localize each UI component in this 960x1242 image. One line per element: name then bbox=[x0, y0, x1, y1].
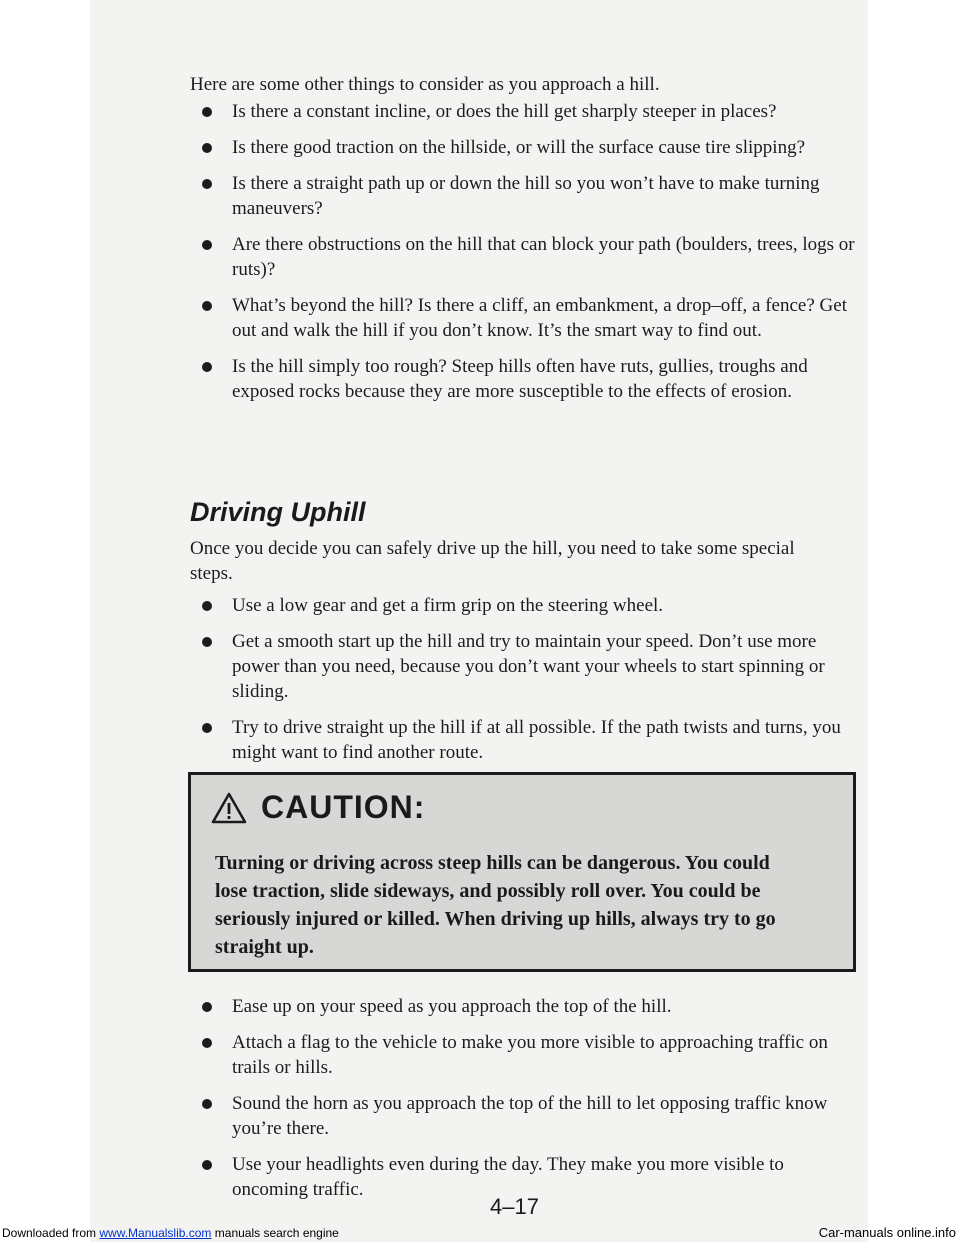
list-item: Use your headlights even during the day. They make you more visible to oncoming traffic. bbox=[190, 1152, 860, 1202]
list-item: Try to drive straight up the hill if at all possible. If the path twists and turns, you might want to find another route. bbox=[190, 715, 860, 765]
caution-title-text: CAUTION: bbox=[261, 789, 426, 825]
bullet-icon bbox=[202, 107, 212, 117]
bullet-icon bbox=[202, 723, 212, 733]
footer-prefix: Downloaded from bbox=[2, 1226, 100, 1240]
hill-considerations-list bbox=[190, 99, 860, 404]
warning-triangle-icon bbox=[211, 792, 247, 824]
footer-suffix: manuals search engine bbox=[211, 1226, 339, 1240]
list-item: Is there a constant incline, or does the hill get sharply steeper in places? bbox=[190, 99, 860, 124]
list-item: Is the hill simply too rough? Steep hills often have ruts, gullies, troughs and exposed rocks because they are more susceptible to the effects of erosion. bbox=[190, 354, 860, 404]
bullet-icon bbox=[202, 240, 212, 250]
list-item: Get a smooth start up the hill and try to maintain your speed. Don’t use more power than you need, because you don’t want your wheels to start spinning or sliding. bbox=[190, 629, 860, 704]
download-footer bbox=[2, 1226, 339, 1240]
page-number: 4–17 bbox=[490, 1194, 539, 1219]
caution-title bbox=[211, 789, 425, 826]
list-item: Attach a flag to the vehicle to make you more visible to approaching traffic on trails or hills. bbox=[190, 1030, 860, 1080]
list-item: Use a low gear and get a firm grip on the steering wheel. bbox=[190, 593, 860, 618]
bullet-icon bbox=[202, 362, 212, 372]
caution-body: Turning or driving across steep hills can be dangerous. You could lose traction, slide sideways, and possibly roll over. You could be seriously injured or killed. When driving up hills, always try to go straight up. bbox=[215, 852, 776, 958]
bullet-icon bbox=[202, 179, 212, 189]
section-heading: Driving Uphill bbox=[190, 497, 366, 527]
list-item: Is there good traction on the hillside, or will the surface cause tire slipping? bbox=[190, 135, 860, 160]
list-item: Ease up on your speed as you approach the top of the hill. bbox=[190, 994, 860, 1019]
uphill-steps-list bbox=[190, 593, 860, 765]
watermark-text: Car-manuals online.info bbox=[818, 1225, 956, 1240]
bullet-icon bbox=[202, 1099, 212, 1109]
list-item: What’s beyond the hill? Is there a cliff, an embankment, a drop–off, a fence? Get out and walk the hill if you don’t know. It’s the smart way to find out. bbox=[190, 293, 860, 343]
list-item: Is there a straight path up or down the hill so you won’t have to make turning maneuvers? bbox=[190, 171, 860, 221]
bullet-icon bbox=[202, 1002, 212, 1012]
intro-text: Here are some other things to consider as you approach a hill. bbox=[190, 74, 660, 95]
bullet-icon bbox=[202, 143, 212, 153]
bullet-icon bbox=[202, 601, 212, 611]
list-item: Sound the horn as you approach the top of the hill to let opposing traffic know you’re there. bbox=[190, 1091, 860, 1141]
bullet-icon bbox=[202, 637, 212, 647]
section-intro-text: Once you decide you can safely drive up the hill, you need to take some special steps. bbox=[190, 538, 795, 584]
list-item: Are there obstructions on the hill that can block your path (boulders, trees, logs or ruts)? bbox=[190, 232, 860, 282]
manualslib-link[interactable]: www.Manualslib.com bbox=[99, 1226, 212, 1240]
bullet-icon bbox=[202, 1038, 212, 1048]
caution-box bbox=[188, 772, 856, 972]
bullet-icon bbox=[202, 1160, 212, 1170]
hilltop-tips-list bbox=[190, 994, 860, 1202]
bullet-icon bbox=[202, 301, 212, 311]
